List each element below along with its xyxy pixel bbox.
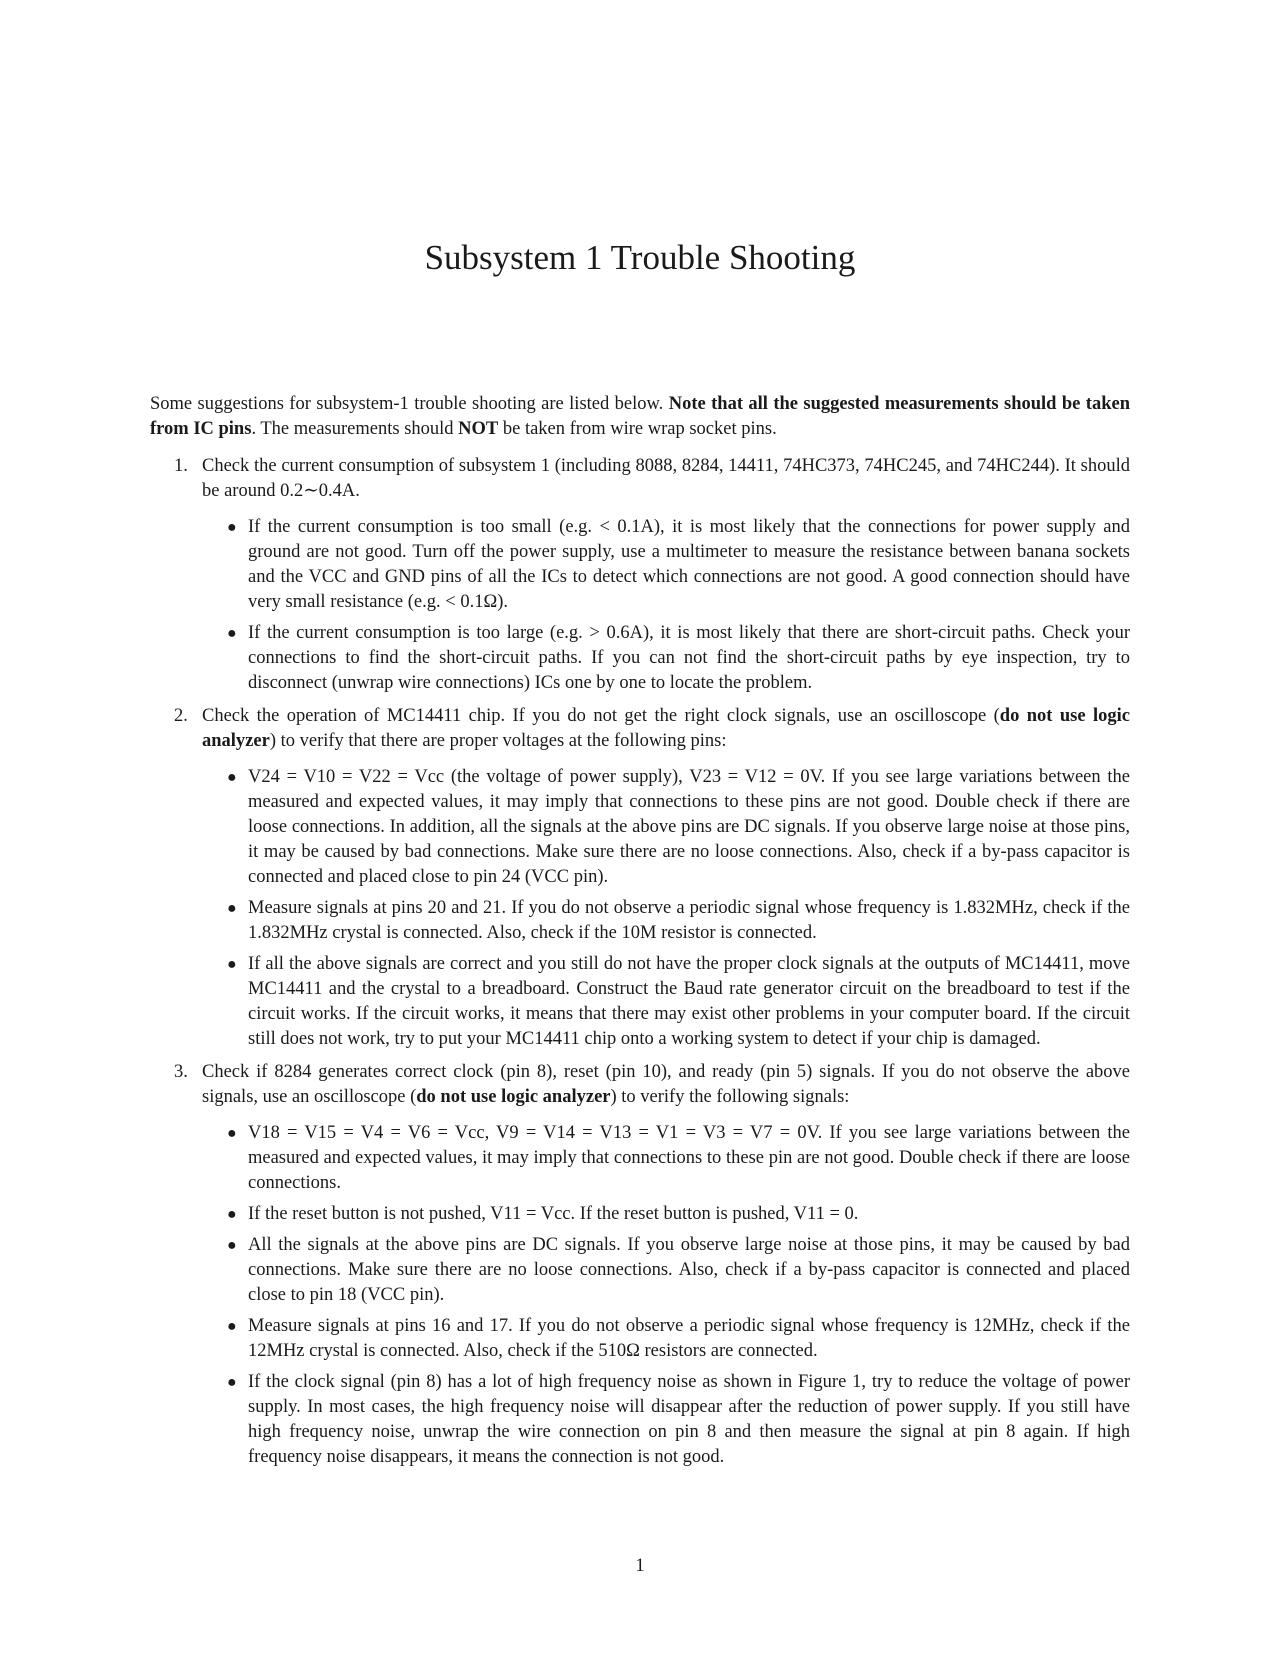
item-text-part: ) to verify that there are proper voltages at the following pins: (269, 731, 727, 751)
bullet-item (202, 621, 1130, 696)
item-number: 1. (174, 456, 188, 476)
bullet-icon: ● (227, 900, 237, 917)
bullet-list (202, 1121, 1130, 1470)
bullet-text: If the current consumption is too small (e.g. < 0.1A), it is most likely that the connections for power supply and ground are not good. Turn off the power supply, use a multimeter to measure the resistance between banana sockets and the VCC and GND pins of all the ICs to detect which connections are not good. A good connection should have very small resistance (e.g. < 0.1Ω). (248, 517, 1130, 612)
list-item-3 (150, 1060, 1130, 1470)
bullet-item (202, 952, 1130, 1052)
bullet-text: Measure signals at pins 16 and 17. If you do not observe a periodic signal whose frequency is 12MHz, check if the 12MHz crystal is connected. Also, check if the 510Ω resistors are connected. (248, 1316, 1130, 1361)
bullet-list (202, 765, 1130, 1052)
bullet-text: All the signals at the above pins are DC signals. If you observe large noise at those pins, it may be caused by bad connections. Make sure there are no loose connections. Also, check if a by-pass capacitor is connected and placed close to pin 18 (VCC pin). (248, 1235, 1130, 1305)
list-item-1 (150, 454, 1130, 696)
intro-text: be taken from wire wrap socket pins. (498, 419, 777, 439)
bullet-icon: ● (227, 769, 237, 786)
bullet-icon: ● (227, 625, 237, 642)
item-text-part: Check if 8284 generates correct clock (pin 8), reset (pin 10), and ready (pin 5) signals. If you do not observe the above signals, use an oscilloscope ( (202, 1062, 1130, 1107)
item-number: 2. (174, 706, 188, 726)
item-number: 3. (174, 1062, 188, 1082)
document-body (150, 392, 1130, 1478)
list-item-2 (150, 704, 1130, 1052)
item-text-part: ) to verify the following signals: (610, 1087, 850, 1107)
bullet-text: Measure signals at pins 20 and 21. If you do not observe a periodic signal whose frequency is 1.832MHz, check if the 1.832MHz crystal is connected. Also, check if the 10M resistor is connected. (248, 898, 1130, 943)
bullet-item (202, 1121, 1130, 1196)
intro-text: . The measurements should (251, 419, 459, 439)
bullet-text: If all the above signals are correct and you still do not have the proper clock signals at the outputs of MC14411, move MC14411 and the crystal to a breadboard. Construct the Baud rate generator circuit on the breadboard to test if the circuit works. If the circuit works, it means that there may exist other problems in your computer board. If the circuit still does not work, try to put your MC14411 chip onto a working system to detect if your chip is damaged. (248, 954, 1130, 1049)
numbered-list (150, 454, 1130, 1470)
item-text-part: Check the operation of MC14411 chip. If you do not get the right clock signals, use an oscilloscope ( (202, 706, 1000, 726)
intro-paragraph (150, 392, 1130, 442)
bullet-item (202, 515, 1130, 615)
bullet-icon: ● (227, 1237, 237, 1254)
bullet-item (202, 1233, 1130, 1308)
bullet-text: V24 = V10 = V22 = Vcc (the voltage of power supply), V23 = V12 = 0V. If you see large variations between the measured and expected values, it may imply that connections to these pins are not good. Double check if there are loose connections. In addition, all the signals at the above pins are DC signals. If you observe large noise at those pins, it may be caused by bad connections. Make sure there are no loose connections. Also, check if a by-pass capacitor is connected and placed close to pin 24 (VCC pin). (248, 767, 1130, 887)
bullet-item (202, 1370, 1130, 1470)
bullet-list (202, 515, 1130, 696)
item-text (202, 704, 1130, 754)
intro-bold-note: Note that all the suggested measurements should be taken from IC pins (150, 394, 1131, 439)
bullet-icon: ● (227, 1318, 237, 1335)
bullet-item (202, 765, 1130, 890)
page-title: Subsystem 1 Trouble Shooting (424, 238, 856, 277)
bullet-item (202, 1202, 1130, 1227)
item-text (202, 1060, 1130, 1110)
bullet-icon: ● (227, 519, 237, 536)
intro-text: Some suggestions for subsystem-1 trouble shooting are listed below. (150, 394, 669, 414)
bullet-item (202, 896, 1130, 946)
bullet-text: If the current consumption is too large (e.g. > 0.6A), it is most likely that there are short-circuit paths. Check your connections to find the short-circuit paths. If you can not find the short-circuit paths by eye inspection, try to disconnect (unwrap wire connections) ICs one by one to locate the problem. (248, 623, 1130, 693)
bullet-text: If the clock signal (pin 8) has a lot of high frequency noise as shown in Figure 1, try to reduce the voltage of power supply. In most cases, the high frequency noise will disappear after the reduction of power supply. If you still have high frequency noise, unwrap the wire connection on pin 8 and then measure the signal at pin 8 again. If high frequency noise disappears, it means the connection is not good. (248, 1372, 1130, 1467)
bullet-item (202, 1314, 1130, 1364)
bullet-text: V18 = V15 = V4 = V6 = Vcc, V9 = V14 = V13 = V1 = V3 = V7 = 0V. If you see large variations between the measured and expected values, it may imply that connections to these pin are not good. Double check if there are loose connections. (248, 1123, 1130, 1193)
bullet-icon: ● (227, 1125, 237, 1142)
intro-bold-not: NOT (458, 419, 499, 439)
bullet-text: If the reset button is not pushed, V11 = Vcc. If the reset button is pushed, V11 = 0. (248, 1204, 859, 1224)
bullet-icon: ● (227, 1206, 237, 1223)
page-number: 1 (635, 1556, 645, 1576)
item-text: Check the current consumption of subsystem 1 (including 8088, 8284, 14411, 74HC373, 74HC245, and 74HC244). It should be around 0.2∼0.4A. (202, 456, 1130, 501)
item-text-bold: do not use logic analyzer (202, 706, 1130, 751)
item-text-bold: do not use logic analyzer (416, 1087, 611, 1107)
bullet-icon: ● (227, 956, 237, 973)
bullet-icon: ● (227, 1374, 237, 1391)
